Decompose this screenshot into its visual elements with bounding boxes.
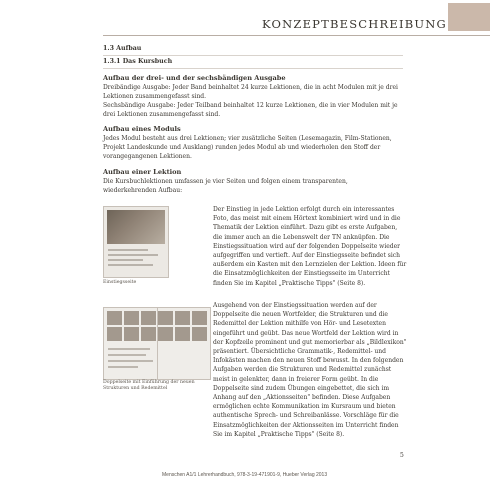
paragraph-modul: Jedes Modul besteht aus drei Lektionen; vier zusätzliche Seiten (Lesemagazin, Film-Stationen, Projekt Landeskunde und Ausklang) runden jedes Modul ab und wiederholen den Stoff der vorangegangenen Lektionen. <box>103 135 392 161</box>
thumb-line <box>108 366 138 368</box>
thumb-line <box>108 354 146 356</box>
thumb-line <box>108 254 158 256</box>
thumb-line <box>108 348 150 350</box>
paragraph-lektion: Die Kursbuchlektionen umfassen je vier Seiten und folgen einem transparenten, wiederkehrenden Aufbau: <box>103 178 348 195</box>
einstiegsseite-thumbnail <box>103 206 169 278</box>
heading-modul: Aufbau eines Moduls <box>103 125 181 133</box>
header-rule <box>103 35 490 36</box>
thumb-line <box>108 264 153 266</box>
heading-lektion: Aufbau einer Lektion <box>103 168 182 176</box>
section-rule-2 <box>103 68 403 69</box>
paragraph-ausgabe-1: Dreibändige Ausgabe: Jeder Band beinhaltet 24 kurze Lektionen, die in acht Modulen mit je drei Lektionen zusammengefasst sind. <box>103 84 398 101</box>
thumb-line <box>108 249 148 251</box>
heading-ausgabe: Aufbau der drei- und der sechsbändigen Ausgabe <box>103 74 286 82</box>
page-number: 5 <box>400 452 404 459</box>
page-fold <box>157 308 158 379</box>
page-header <box>262 14 448 34</box>
caption-doppelseite: Doppelseite mit Einführung der neuen Strukturen und Redemittel <box>103 380 195 391</box>
paragraph-doppelseite: Ausgehend von der Einstiegssituation werden auf der Doppelseite die neuen Wortfelder, die Strukturen und die Redemittel der Lektion mithilfe von Hör- und Lesetexten eingeführt und geübt. Das neue Wortfeld der Lektion wird in der Kopfzeile prominent und gut memorierbar als „Bildlexikon" präsentiert. Übersichtliche Grammatik-, Redemittel- und Infokästen machen den neuen Stoff bewusst. In den folgenden Aufgaben werden die Strukturen und Redemittel zunächst meist in gelenkter, dann in freierer Form geübt. In die Doppelseite sind zudem Übungen eingebettet, die sich im Anhang auf den „Aktionsseiten" befinden. Diese Aufgaben ermöglichen echte Kommunikation im Kursraum und bieten authentische Sprech- und Schreibanlässe. Vorschläge für die Einsatzmöglichkeiten der Aktionsseiten im Unterricht finden Sie im Kapitel „Praktische Tipps" (Seite 8). <box>213 302 407 438</box>
thumb-line <box>108 259 143 261</box>
thumb-line <box>108 360 153 362</box>
section-heading-1-3: 1.3 Aufbau <box>103 45 142 52</box>
paragraph-einstieg: Der Einstieg in jede Lektion erfolgt durch ein interessantes Foto, das meist mit einem Hörtext kombiniert wird und in die Thematik der Lektion einführt. Dazu gibt es erste Aufgaben, die immer auch an die Lebenswelt der TN anknüpfen. Die Einstiegssituation wird auf der folgenden Doppelseite wieder aufgegriffen und vertieft. Auf der Einstiegsseite befindet sich außerdem ein Kasten mit den Lernzielen der Lektion. Ideen für die Einsatzmöglichkeiten der Einstiegsseite im Unterricht finden Sie im Kapitel „Praktische Tipps" (Seite 8). <box>213 206 407 287</box>
caption-einstieg: Einstiegsseite <box>103 280 137 285</box>
doppelseite-thumbnail <box>103 307 211 380</box>
section-rule-1 <box>103 55 403 56</box>
section-heading-1-3-1: 1.3.1 Das Kursbuch <box>103 58 173 65</box>
header-color-block <box>448 3 490 31</box>
page-footer: Menschen A1/1 Lehrerhandbuch, 978-3-19-471901-9, Hueber Verlag 2013 <box>162 472 328 478</box>
paragraph-ausgabe-2: Sechsbändige Ausgabe: Jeder Teilband beinhaltet 12 kurze Lektionen, die in vier Modulen mit je drei Lektionen zusammengefasst sind. <box>103 102 398 119</box>
header-title: KONZEPTBESCHREIBUNG <box>262 17 447 31</box>
einstieg-photo <box>107 210 165 244</box>
